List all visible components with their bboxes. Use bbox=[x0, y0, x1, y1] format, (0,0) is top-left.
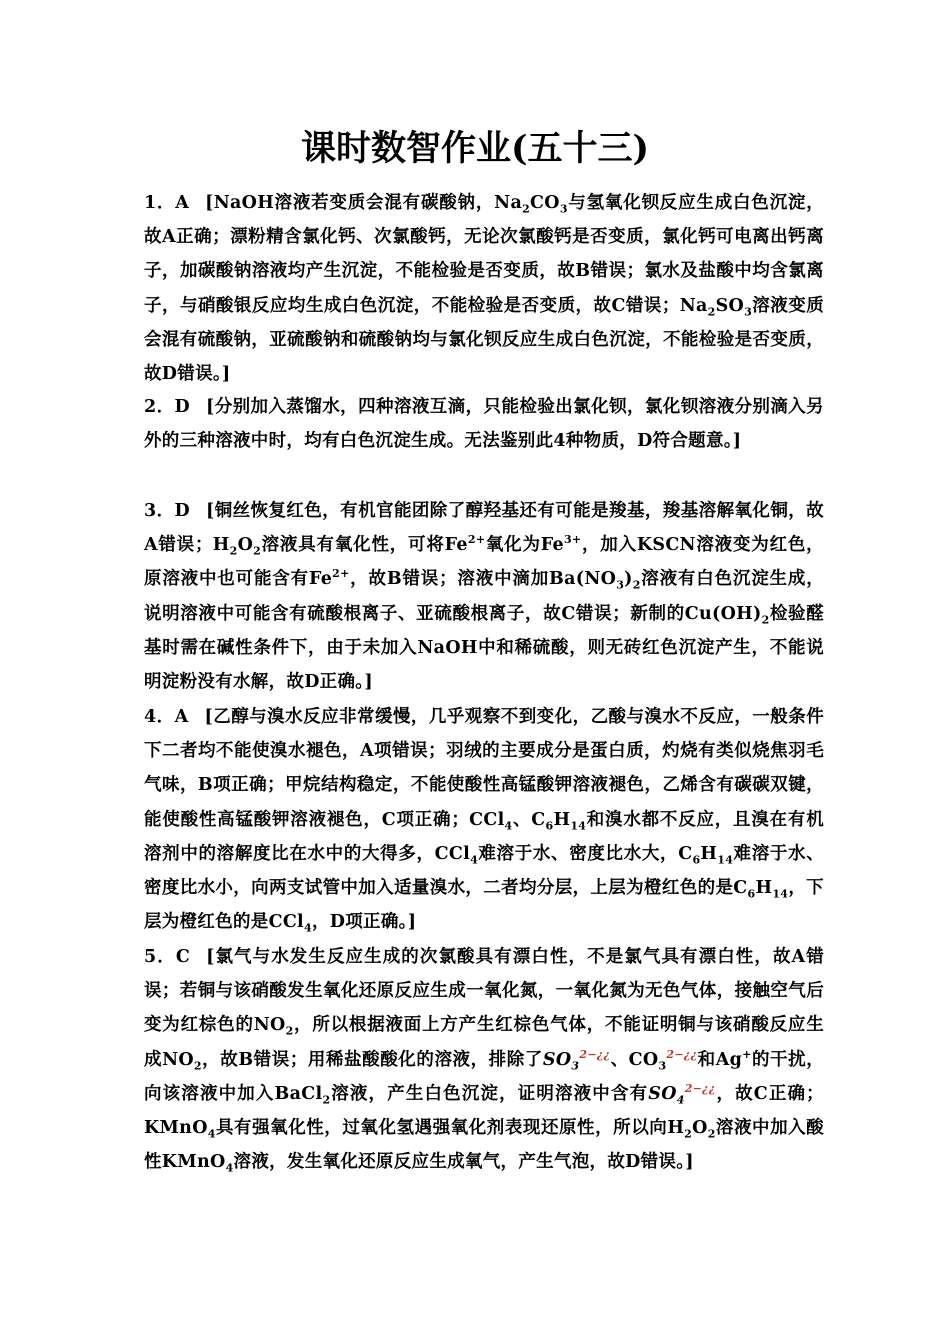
answer-number: 1．A bbox=[144, 193, 190, 213]
answer-number: 5．C bbox=[144, 947, 191, 967]
answer-number: 3．D bbox=[144, 501, 190, 521]
answer-1: 1．A [NaOH溶液若变质会混有碳酸钠，$Na_2CO_3$与氢氧化钡反应生成白色沉淀，故A正确；漂粉精含氯化钙、次氯酸钙，无论次氯酸钙是否变质，氯化钙可电离出钙离子，加碳酸钠溶液均产生沉淀，不能检验是否变质，故B错误；氯水及盐酸中均含氯离子，与硝酸银反应均生成白色沉淀，不能检验是否变质，故C错误；$Na_2SO_3$溶液变质会混有硫酸钠，亚硫酸钠和硫酸钠均与氯化钡反应生成白色沉淀，不能检验是否变质，故D错误。] bbox=[144, 193, 824, 385]
answer-number: 4．A bbox=[144, 707, 189, 727]
answer-3: 3．D [铜丝恢复红色，有机官能团除了醇羟基还有可能是羧基，羧基溶解氧化铜，故A错误；$H_2O_2$溶液具有氧化性，可将$Fe^{2+}$氧化为$Fe^{3+}$，加入KSCN溶液变为红色，原溶液中也可能含有$Fe^{2+}$，故B错误；溶液中滴加$Ba(NO_3)_2$溶液有白色沉淀生成，说明溶液中可能含有硫酸根离子、亚硫酸根离子，故C错误；新制的$Cu(OH)_2$检验醛基时需在碱性条件下，由于未加入NaOH中和稀硫酸，则无砖红色沉淀产生，不能说明淀粉没有水解，故D正确。] bbox=[144, 501, 825, 693]
answer-number: 2．D bbox=[144, 397, 190, 417]
sulfate-ion: $SO_4^{2-¿¿}$ bbox=[648, 1081, 716, 1107]
answer-5: 5．C [氯气与水发生反应生成的次氯酸具有漂白性，不是氯气具有漂白性，故A错误；若铜与该硝酸发生氧化还原反应生成一氧化氮，一氧化氮为无色气体，接触空气后变为红棕色的$NO_2$，所以根据液面上方产生红棕色气体，不能证明铜与该硝酸反应生成$NO_2$，故B错误；用稀盐酸酸化的溶液，排除了$SO_3^{2-¿¿}$、$CO_3^{2-¿¿}$和Ag+的干扰，向该溶液中加入BaCl$_2$溶液，产生白色沉淀，证明溶液中含有$SO_4^{2-¿¿}$，故C正确；KMnO$_4$具有强氧化性，过氧化氢遇强氧化剂表现还原性，所以向$H_2O_2$溶液中加入酸性KMnO$_4$溶液，发生氧化还原反应生成氧气，产生气泡，故D错误。] bbox=[144, 947, 825, 1175]
answer-4: 4．A [乙醇与溴水反应非常缓慢，几乎观察不到变化，乙酸与溴水不反应，一般条件下二者均不能使溴水褪色，A项错误；羽绒的主要成分是蛋白质，灼烧有类似烧焦羽毛气味，B项正确；甲烷结构稳定，不能使酸性高锰酸钾溶液褪色，乙烯含有碳碳双键，能使酸性高锰酸钾溶液褪色，C项正确；CCl$_4$、$C_6H_{14}$和溴水都不反应，且溴在有机溶剂中的溶解度比在水中的大得多，CCl$_4$难溶于水、密度比水大，$C_6H_{14}$难溶于水、密度比水小，向两支试管中加入适量溴水，二者均分层，上层为橙红色的是$C_6H_{14}$，下层为橙红色的是CCl$_4$，D项正确。] bbox=[144, 707, 825, 935]
answer-2: 2．D [分别加入蒸馏水，四种溶液互滴，只能检验出氯化钡，氯化钡溶液分别滴入另外的三种溶液中时，均有白色沉淀生成。无法鉴别此4种物质，D符合题意。] bbox=[144, 397, 824, 452]
sulfite-ion: $SO_3^{2-¿¿}$ bbox=[542, 1047, 611, 1073]
page-title: 课时数智作业(五十三) bbox=[300, 128, 650, 169]
